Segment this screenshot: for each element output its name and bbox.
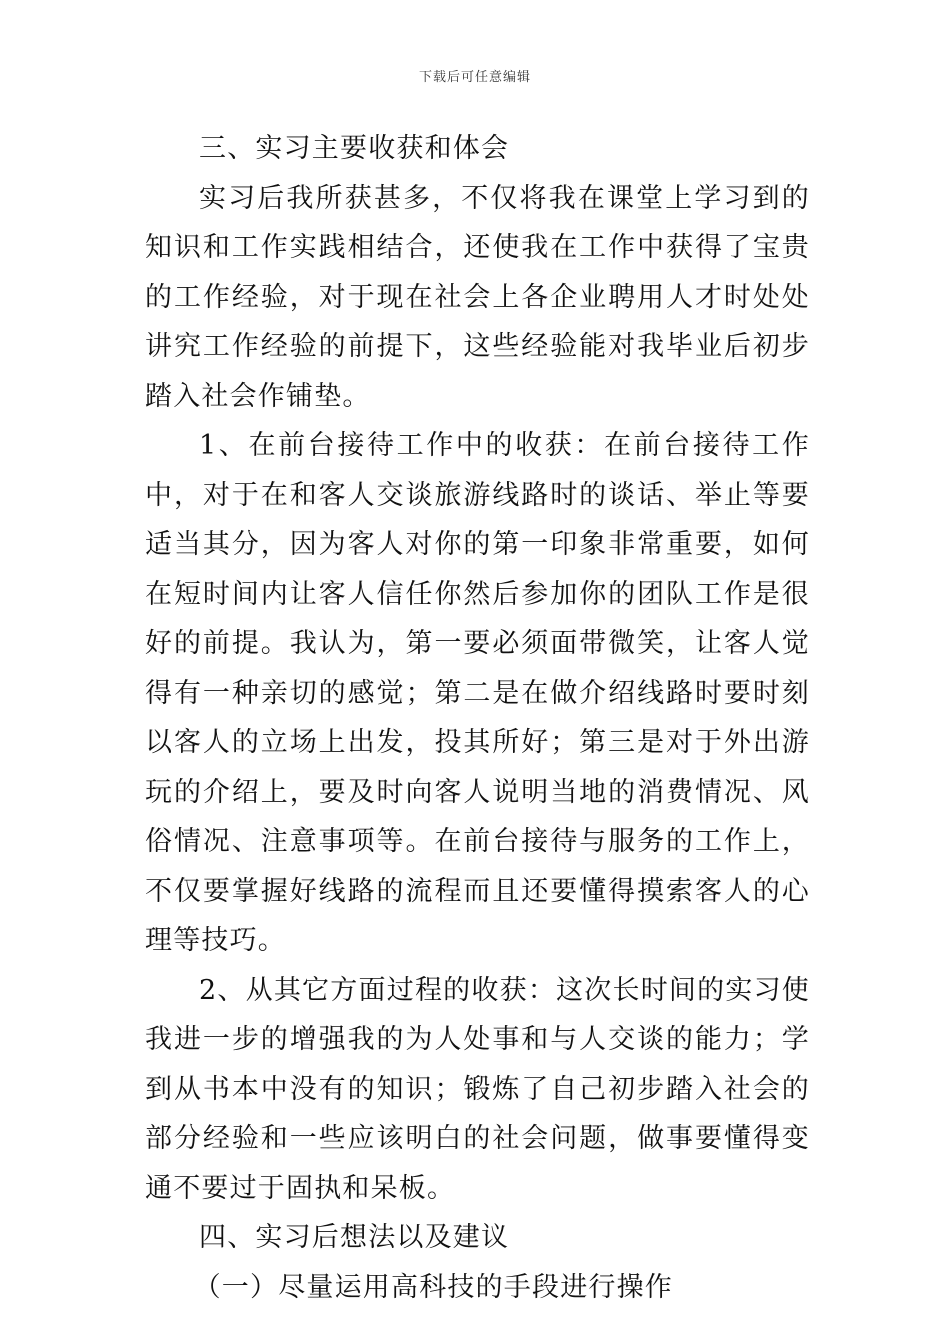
section-heading-4: 四、实习后想法以及建议 xyxy=(199,1222,510,1253)
subheading-1: （一）尽量运用高科技的手段进行操作 xyxy=(193,1271,673,1303)
item-1-paragraph: 1、在前台接待工作中的收获：在前台接待工作中，对于在和客人交谈旅游线路时的谈话、举止等要适当其分，因为客人对你的第一印象非常重要，如何在短时间内让客人信任你然后参加你的团队工作是很好的前提。我认为，第一要必须面带微笑，让客人觉得有一种亲切的感觉；第二是在做介绍线路时要时刻以客人的立场上出发，投其所好；第三是对于外出游玩的介绍上，要及时向客人说明当地的消费情况、风俗情况、注意事项等。在前台接待与服务的工作上，不仅要掌握好线路的流程而且还要懂得摸索客人的心理等技巧。 xyxy=(145,430,810,956)
document-body xyxy=(145,124,810,1312)
intro-paragraph: 实习后我所获甚多，不仅将我在课堂上学习到的知识和工作实践相结合，还使我在工作中获得了宝贵的工作经验，对于现在社会上各企业聘用人才时处处讲究工作经验的前提下，这些经验能对我毕业后初步踏入社会作铺垫。 xyxy=(145,182,810,412)
section-heading-3: 三、实习主要收获和体会 xyxy=(199,133,510,164)
item-2-paragraph: 2、从其它方面过程的收获：这次长时间的实习使我进一步的增强我的为人处事和与人交谈的能力；学到从书本中没有的知识；锻炼了自己初步踏入社会的部分经验和一些应该明白的社会问题，做事要懂得变通不要过于固执和呆板。 xyxy=(145,974,810,1204)
header-note: 下载后可任意编辑 xyxy=(418,70,531,85)
